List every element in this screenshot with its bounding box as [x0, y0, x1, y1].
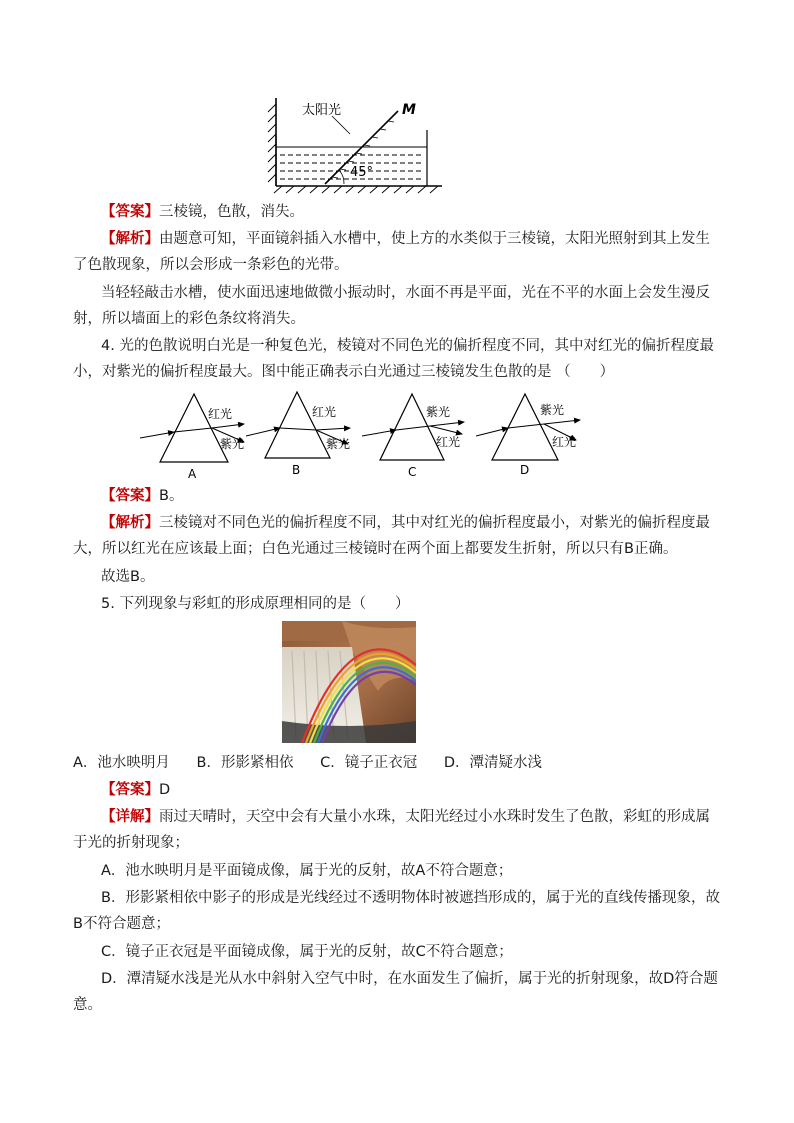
prism-a-letter: A [188, 467, 197, 481]
q3-answer [73, 199, 723, 225]
option-b[interactable]: B．形影紧相依 [196, 755, 294, 771]
option-a[interactable]: A．池水映明月 [73, 755, 170, 771]
q5-options [73, 750, 723, 776]
answer-tag: 【答案】 [101, 204, 159, 220]
water-tank-mirror-diagram [262, 92, 447, 194]
prism-d-top-label: 紫光 [540, 403, 565, 417]
mirror-label: M [402, 102, 416, 118]
q5-detail-c: C．镜子正衣冠是平面镜成像，属于光的反射，故C不符合题意； [101, 944, 513, 960]
answer-text: D [159, 782, 171, 798]
prism-b-bottom-label: 紫光 [326, 437, 351, 451]
prism-options-diagram [140, 388, 610, 483]
q4-stem: 4. 光的色散说明白光是一种复色光，棱镜对不同色光的偏折程度不同，其中对红光的偏折程度最小，对紫光的偏折程度最大。图中能正确表示白光通过三棱镜发生色散的是 （ ） [73, 338, 714, 380]
q5-detail-d: D．潭清疑水浅是光从水中斜射入空气中时，在水面发生了偏折，属于光的折射现象，故D符合题意。 [73, 971, 718, 1013]
sunlight-label: 太阳光 [302, 103, 342, 118]
prism-d-letter: D [520, 463, 530, 477]
prism-b [246, 392, 350, 477]
q5-stem: 5. 下列现象与彩虹的形成原理相同的是（ ） [101, 596, 410, 612]
q3-analysis [73, 226, 723, 278]
rainbow-waterfall-photo [282, 621, 416, 743]
answer-tag: 【答案】 [101, 782, 159, 798]
analysis-tag: 【解析】 [101, 515, 159, 531]
analysis-text: 由题意可知，平面镜斜插入水槽中，使上方的水类似于三棱镜，太阳光照射到其上发生了色散现象，所以会形成一条彩色的光带。 [73, 231, 710, 273]
answer-text: 三棱镜，色散，消失。 [159, 204, 304, 220]
q4-conclusion: 故选B。 [101, 569, 155, 585]
prism-a-top-label: 红光 [208, 407, 233, 421]
q4-analysis [73, 510, 723, 562]
angle-label: 45° [350, 165, 374, 180]
prism-d [476, 394, 580, 477]
analysis-tag: 【解析】 [101, 231, 159, 247]
prism-c-bottom-label: 红光 [436, 435, 461, 449]
prism-d-bottom-label: 红光 [552, 435, 577, 449]
q3-analysis-p2: 当轻轻敲击水槽，使水面迅速地做微小振动时，水面不再是平面，光在不平的水面上会发生漫反射，所以墙面上的彩色条纹将消失。 [73, 285, 710, 327]
prism-a-bottom-label: 紫光 [220, 437, 245, 451]
q5-detail [73, 804, 723, 856]
answer-tag: 【答案】 [101, 488, 159, 504]
q5-answer [73, 777, 723, 803]
answer-text: B。 [159, 488, 184, 504]
prism-c [362, 394, 464, 479]
option-d[interactable]: D．潭清疑水浅 [443, 755, 542, 771]
q4-answer [73, 483, 723, 509]
analysis-text: 三棱镜对不同色光的偏折程度不同，其中对红光的偏折程度最小，对紫光的偏折程度最大，所以红光在应该最上面；白色光通过三棱镜时在两个面上都要发生折射，所以只有B正确。 [73, 515, 710, 557]
prism-b-letter: B [292, 463, 301, 477]
prism-b-top-label: 红光 [312, 405, 337, 419]
option-c[interactable]: C．镜子正衣冠 [320, 755, 418, 771]
prism-a [140, 394, 244, 481]
q5-detail-a: A．池水映明月是平面镜成像，属于光的反射，故A不符合题意； [101, 863, 513, 879]
detail-tag: 【详解】 [101, 809, 159, 825]
prism-c-top-label: 紫光 [426, 405, 451, 419]
q5-detail-b: B．形影紧相依中影子的形成是光线经过不透明物体时被遮挡形成的，属于光的直线传播现象，故B不符合题意； [73, 890, 720, 932]
prism-c-letter: C [408, 465, 417, 479]
detail-text: 雨过天晴时，天空中会有大量小水珠，太阳光经过小水珠时发生了色散，彩虹的形成属于光的折射现象； [73, 809, 710, 851]
